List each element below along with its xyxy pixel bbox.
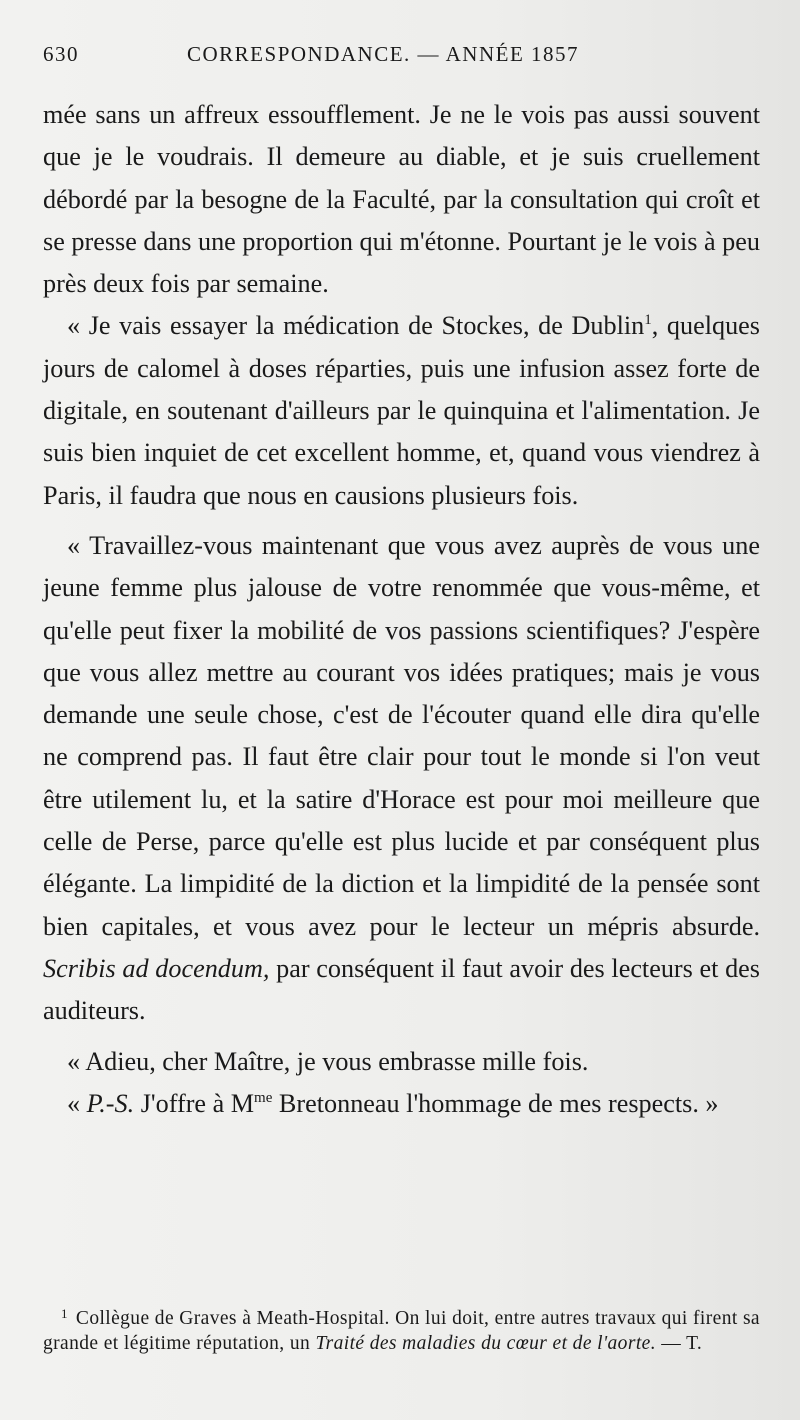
footnote: [43, 1306, 760, 1356]
footnote-text-end: — T.: [655, 1333, 703, 1354]
paragraph-spacer: [43, 517, 760, 525]
paragraph-5-end: Bretonneau l'hommage de mes respects. »: [272, 1088, 719, 1118]
running-title: CORRESPONDANCE. — ANNÉE 1857: [187, 42, 580, 66]
running-head: [43, 42, 760, 72]
footnote-reference: 1: [644, 312, 652, 329]
paragraph-5-open: «: [67, 1088, 87, 1118]
paragraph-5: [43, 1083, 760, 1125]
paragraph-2-rest: , quelques jours de calomel à doses réparties, puis une infusion assez forte de digitale, en soutenant d'ailleurs par le quinquina et l'alimentation. Je suis bien inquiet de cet excellent homme, et, quand vous viendrez à Paris, il faudra que nous en causions plusieurs fois.: [43, 311, 760, 510]
paragraph-spacer: [43, 1033, 760, 1041]
paragraph-2-start: « Je vais essayer la médication de Stockes, de Dublin: [67, 311, 645, 341]
body-text: [43, 94, 760, 1125]
paragraph-1: mée sans un affreux essoufflement. Je ne le vois pas aussi souvent que je le voudrais. Il demeure au diable, et je suis cruellement débordé par la besogne de la Faculté, par la consultation qui croît et se presse dans une proportion qui m'étonne. Pourtant je le vois à peu près deux fois par semaine.: [43, 100, 760, 299]
title-abbrev-superscript: me: [254, 1089, 273, 1106]
page-number: 630: [43, 42, 79, 66]
paragraph-3: [43, 525, 760, 1033]
latin-quote: Scribis ad docendum,: [43, 953, 270, 983]
footnote-book-title: Traité des maladies du cœur et de l'aorte.: [315, 1333, 656, 1354]
paragraph-3-start: « Travaillez-vous maintenant que vous avez auprès de vous une jeune femme plus jalouse de votre renommée que vous-même, et qu'elle peut fixer la mobilité de vos passions scientifiques? J'espère que vous allez mettre au courant vos idées pratiques; mais je vous demande une seule chose, c'est de l'écouter quand elle dira qu'elle ne comprend pas. Il faut être clair pour tout le monde si l'on veut être utilement lu, et la satire d'Horace est pour moi meilleure que celle de Perse, parce qu'elle est plus lucide et par conséquent plus élégante. La limpidité de la diction et la limpidité de la pensée sont bien capitales, et vous avez pour le lecteur un mépris absurde.: [43, 530, 760, 941]
postscript-label: P.-S.: [86, 1088, 135, 1118]
footnote-number: 1: [61, 1306, 68, 1321]
paragraph-2: [43, 305, 760, 516]
paragraph-4: « Adieu, cher Maître, je vous embrasse mille fois.: [67, 1046, 589, 1076]
paragraph-5-start: J'offre à M: [134, 1088, 255, 1118]
footnote-text-start: Collègue de Graves à Meath-Hospital. On lui doit, entre autres travaux qui firent sa grande et légitime réputation, un: [43, 1308, 760, 1354]
paragraph-3-end: par conséquent il faut avoir des lecteurs et des auditeurs.: [43, 953, 760, 1026]
